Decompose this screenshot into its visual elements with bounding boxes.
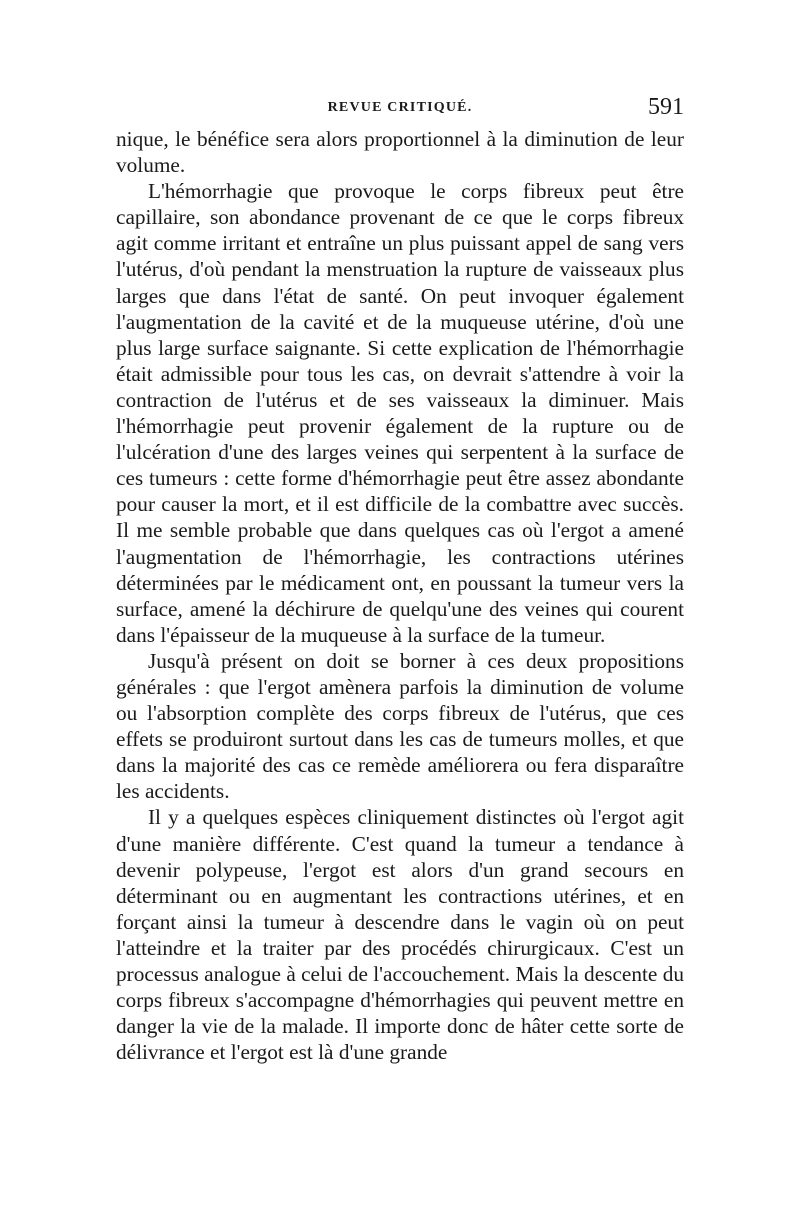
paragraph: Il y a quelques espèces cliniquement distinctes où l'ergot agit d'une manière différente. C'est quand la tumeur a tendance à devenir polypeuse, l'ergot est alors d'un grand secours en déterminant ou en augmentant les contractions utérines, et en forçant ainsi la tumeur à descendre dans le vagin où on peut l'atteindre et la traiter par des procédés chirurgicaux. C'est un processus analogue à celui de l'accouchement. Mais la descente du corps fibreux s'accompagne d'hémorrhagies qui peuvent mettre en danger la vie de la malade. Il importe donc de hâter cette sorte de délivrance et l'ergot est là d'une grande xyxy=(116,805,684,1065)
page-number: 591 xyxy=(648,94,684,120)
body-text xyxy=(116,126,684,1065)
paragraph: Jusqu'à présent on doit se borner à ces deux propositions générales : que l'ergot amènera parfois la diminution de volume ou l'absorption complète des corps fibreux de l'utérus, que ces effets se produiront surtout dans les cas de tumeurs molles, et que dans la majorité des cas ce remède améliorera ou fera disparaître les accidents. xyxy=(116,648,684,804)
paragraph: L'hémorrhagie que provoque le corps fibreux peut être capillaire, son abondance provenant de ce que le corps fibreux agit comme irritant et entraîne un plus puissant appel de sang vers l'utérus, d'où pendant la menstruation la rupture de vaisseaux plus larges que dans l'état de santé. On peut invoquer également l'augmentation de la cavité et de la muqueuse utérine, d'où une plus large surface saignante. Si cette explication de l'hémorrhagie était admissible pour tous les cas, on devrait s'attendre à voir la contraction de l'utérus et de ses vaisseaux la diminuer. Mais l'hémorrhagie peut provenir également de la rupture ou de l'ulcération d'une des larges veines qui serpentent à la surface de ces tumeurs : cette forme d'hémorrhagie peut être assez abondante pour causer la mort, et il est difficile de la combattre avec succès. Il me semble probable que dans quelques cas où l'ergot a amené l'augmentation de l'hémorrhagie, les contractions utérines déterminées par le médicament ont, en poussant la tumeur vers la surface, amené la déchirure de quelqu'une des veines qui courent dans l'épaisseur de la muqueuse à la surface de la tumeur. xyxy=(116,179,684,647)
page-header xyxy=(116,94,684,122)
running-head: REVUE CRITIQUÉ. xyxy=(327,100,473,115)
paragraph: nique, le bénéfice sera alors proportionnel à la diminution de leur volume. xyxy=(116,127,684,178)
